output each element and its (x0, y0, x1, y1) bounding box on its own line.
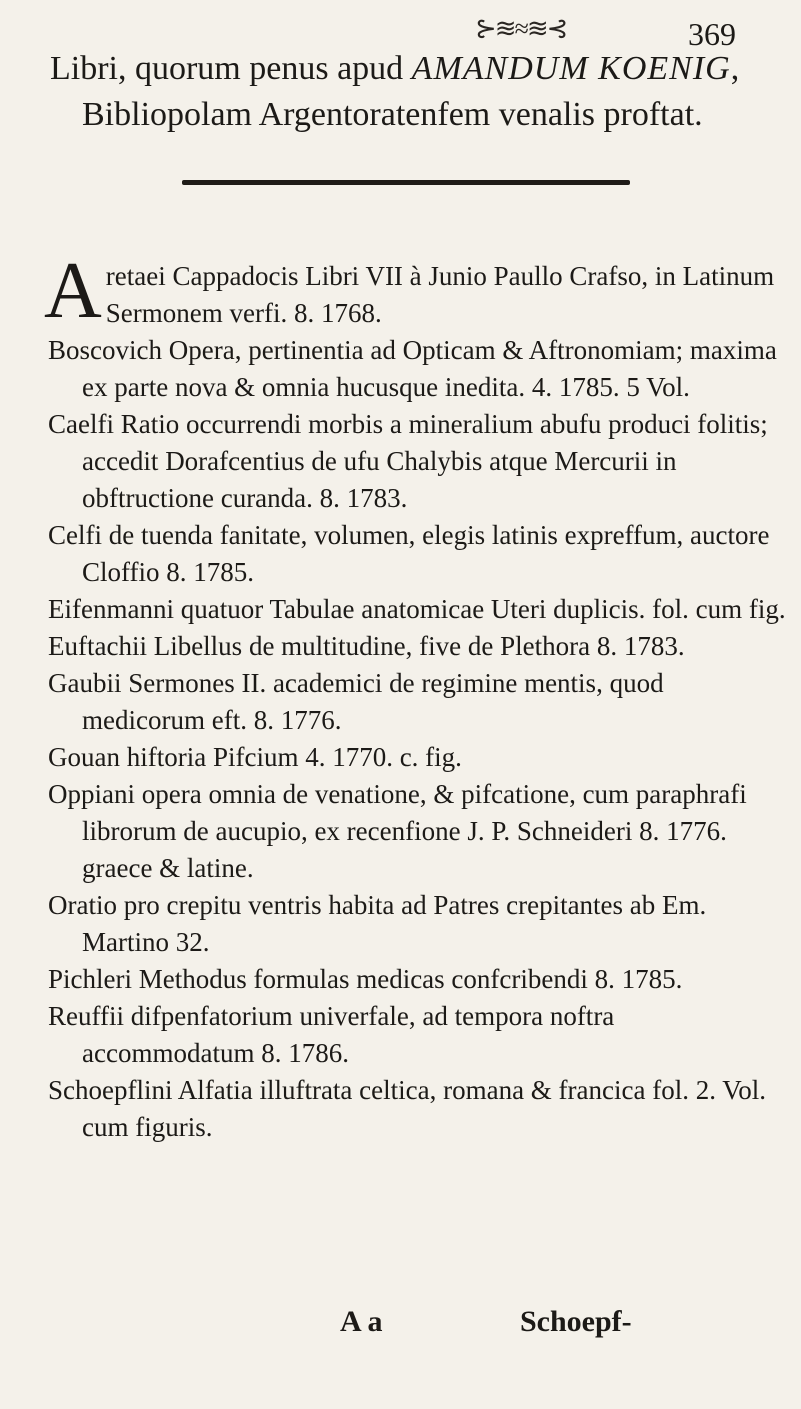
bookseller-name: AMANDUM KOENIG (411, 50, 731, 87)
list-item: Caelfi Ratio occurrendi morbis a mineralium abufu produci folitis; accedit Dorafcentius de ufu Chalybis atque Mercurii in obftructione curanda. 8. 1783. (48, 409, 768, 513)
list-item: Boscovich Opera, pertinentia ad Opticam & Aftronomiam; maxima ex parte nova & omnia hucusque inedita. 4. 1785. 5 Vol. (48, 335, 777, 402)
list-item: Schoepflini Alfatia illuftrata celtica, romana & francica fol. 2. Vol. cum figuris. (48, 1075, 767, 1142)
list-item: Celfi de tuenda fanitate, volumen, elegis latinis expreffum, auctore Cloffio 8. 1785. (48, 520, 770, 587)
list-item: Oratio pro crepitu ventris habita ad Patres crepitantes ab Em. Martino 32. (48, 890, 707, 957)
list-item: Eifenmanni quatuor Tabulae anatomicae Uteri duplicis. fol. cum fig. (48, 594, 786, 624)
divider-rule (182, 180, 630, 185)
heading-comma: , (730, 50, 740, 87)
entry-text: retaei Cappadocis Libri VII à Junio Paullo Crafso, in Latinum Sermonem verfi. 8. 1768. (105, 261, 775, 328)
page-heading (50, 46, 790, 138)
head-ornament: ⊱≋≈≋⊰ (475, 14, 567, 43)
page-number: 369 (688, 16, 736, 52)
list-item (44, 247, 788, 335)
heading-line-2: Bibliopolam Argentoratenfem venalis proftat. (82, 96, 703, 133)
catchword: Schoepf- (520, 1305, 632, 1338)
list-item: Gaubii Sermones II. academici de regimine mentis, quod medicorum eft. 8. 1776. (48, 668, 664, 735)
list-item: Gouan hiftoria Pifcium 4. 1770. c. fig. (48, 742, 462, 772)
list-item: Euftachii Libellus de multitudine, five de Plethora 8. 1783. (48, 631, 685, 661)
list-item: Pichleri Methodus formulas medicas confcribendi 8. 1785. (48, 964, 683, 994)
book-list (44, 247, 788, 1146)
heading-prefix: Libri, quorum penus apud (50, 50, 412, 87)
list-item: Reuffii difpenfatorium univerfale, ad tempora noftra accommodatum 8. 1786. (48, 1001, 615, 1068)
drop-cap: A (44, 247, 102, 335)
signature-mark: A a (340, 1305, 383, 1338)
heading-line-1 (50, 46, 790, 92)
list-item: Oppiani opera omnia de venatione, & pifcatione, cum paraphrafi librorum de aucupio, ex recenfione J. P. Schneideri 8. 1776. graece & latine. (48, 779, 747, 883)
